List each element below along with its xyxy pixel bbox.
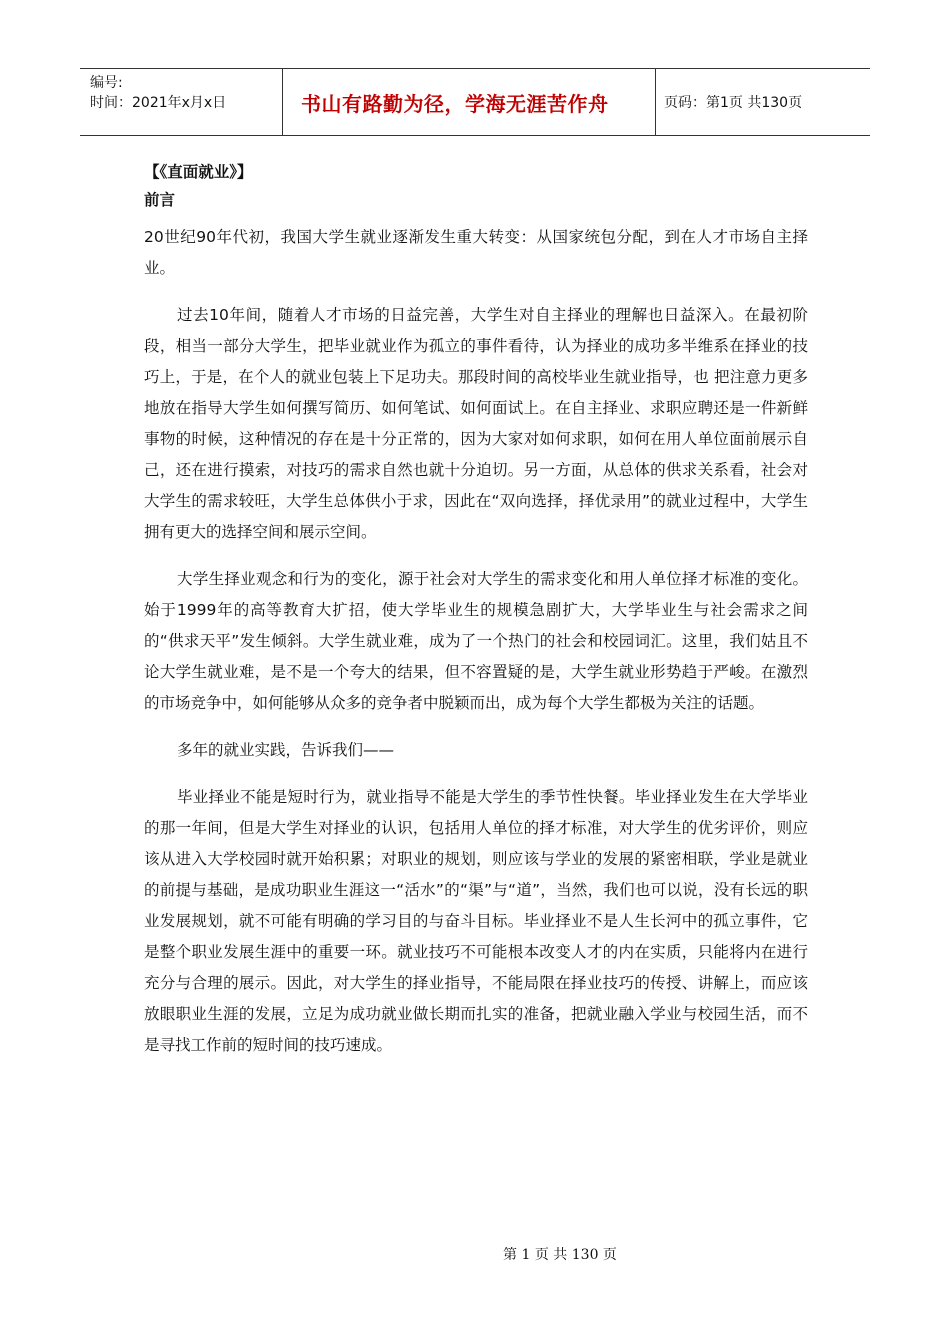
preface-heading: 前言 (144, 191, 176, 209)
header-motto: 书山有路勤为径，学海无涯苦作舟 (282, 69, 656, 135)
paragraph-1: 20世纪90年代初，我国大学生就业逐渐发生重大转变：从国家统包分配，到在人才市场自主择业。 (144, 228, 808, 277)
time-label: 时间：2021年x月x日 (90, 95, 227, 111)
paragraph-3: 大学生择业观念和行为的变化，源于社会对大学生的需求变化和用人单位择才标准的变化。始于1999年的高等教育大扩招，使大学毕业生的规模急剧扩大，大学毕业生与社会需求之间的“供求天平”发生倾斜。大学生就业难，成为了一个热门的社会和校园词汇。这里，我们姑且不论大学生就业难，是不是一个夸大的结果，但不容置疑的是，大学生就业形势趋于严峻。在激烈的市场竞争中，如何能够从众多的竞争者中脱颖而出，成为每个大学生都极为关注的话题。 (144, 570, 808, 712)
paragraph-5: 毕业择业不能是短时行为，就业指导不能是大学生的季节性快餐。毕业择业发生在大学毕业的那一年间，但是大学生对择业的认识，包括用人单位的择才标准，对大学生的优劣评价，则应该从进入大学校园时就开始积累；对职业的规划，则应该与学业的发展的紧密相联，学业是就业的前提与基础，是成功职业生涯这一“活水”的“渠”与“道”，当然，我们也可以说，没有长远的职业发展规划，就不可能有明确的学习目的与奋斗目标。毕业择业不是人生长河中的孤立事件，它是整个职业发展生涯中的重要一环。就业技巧不可能根本改变人才的内在实质，只能将内在进行充分与合理的展示。因此，对大学生的择业指导，不能局限在择业技巧的传授、讲解上，而应该放眼职业生涯的发展，立足为成功就业做长期而扎实的准备，把就业融入学业与校园生活，而不是寻找工作前的短时间的技巧速成。 (144, 788, 808, 1054)
section-title: 【《直面就业》】 (144, 163, 253, 181)
header-table (80, 68, 870, 136)
document-body (144, 158, 808, 1061)
page-footer: 第 1 页 共 130 页 (503, 1247, 617, 1263)
header-page-info: 页码：第1页 共130页 (664, 95, 803, 111)
paragraph-4: 多年的就业实践，告诉我们—— (177, 741, 395, 759)
number-label: 编号: (90, 75, 123, 91)
paragraph-2: 过去10年间，随着人才市场的日益完善，大学生对自主择业的理解也日益深入。在最初阶段，相当一部分大学生，把毕业就业作为孤立的事件看待，认为择业的成功多半维系在择业的技巧上，于是，在个人的就业包装上下足功夫。那段时间的高校毕业生就业指导，也 把注意力更多地放在指导大学生如何撰写简历、如何笔试、如何面试上。在自主择业、求职应聘还是一件新鲜事物的时候，这种情况的存在是十分正常的，因为大家对如何求职，如何在用人单位面前展示自己，还在进行摸索，对技巧的需求自然也就十分迫切。另一方面，从总体的供求关系看，社会对大学生的需求较旺，大学生总体供小于求，因此在“双向选择，择优录用”的就业过程中，大学生拥有更大的选择空间和展示空间。 (144, 306, 808, 541)
header-meta (80, 69, 282, 135)
